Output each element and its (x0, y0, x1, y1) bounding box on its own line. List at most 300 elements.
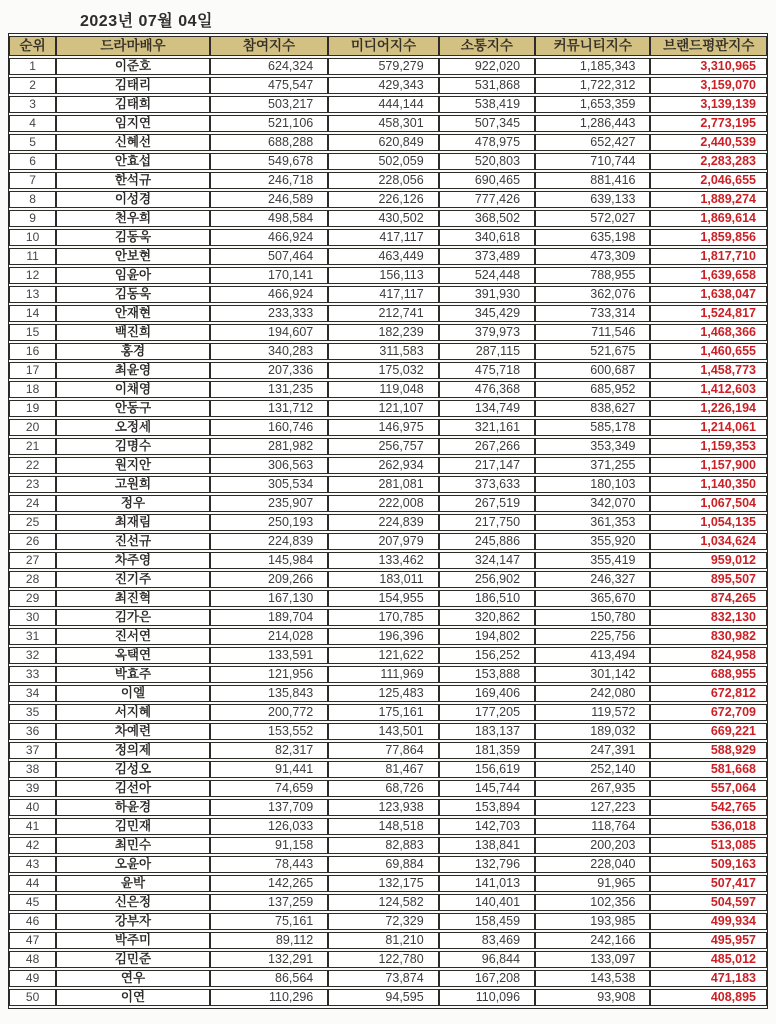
table-row (9, 514, 767, 531)
participation-index-cell: 281,982 (210, 438, 328, 455)
actor-name-cell: 안효섭 (56, 153, 210, 170)
table-row (9, 628, 767, 645)
header-community-index: 커뮤니티지수 (535, 36, 650, 56)
communication-index-cell: 373,489 (439, 248, 535, 265)
actor-name-cell: 정의제 (56, 742, 210, 759)
rank-cell: 21 (9, 438, 56, 455)
community-index-cell: 252,140 (535, 761, 650, 778)
media-index-cell: 183,011 (328, 571, 438, 588)
table-row (9, 438, 767, 455)
participation-index-cell: 340,283 (210, 343, 328, 360)
communication-index-cell: 158,459 (439, 913, 535, 930)
communication-index-cell: 153,894 (439, 799, 535, 816)
header-communication-index: 소통지수 (439, 36, 535, 56)
table-row (9, 571, 767, 588)
table-row (9, 552, 767, 569)
community-index-cell: 189,032 (535, 723, 650, 740)
actor-name-cell: 이채영 (56, 381, 210, 398)
actor-name-cell: 천우희 (56, 210, 210, 227)
rank-cell: 24 (9, 495, 56, 512)
actor-name-cell: 김민재 (56, 818, 210, 835)
communication-index-cell: 169,406 (439, 685, 535, 702)
table-row (9, 799, 767, 816)
brand-reputation-index-cell: 832,130 (650, 609, 767, 626)
table-row (9, 248, 767, 265)
table-row (9, 229, 767, 246)
table-row (9, 951, 767, 968)
actor-name-cell: 이준호 (56, 58, 210, 75)
actor-name-cell: 김선아 (56, 780, 210, 797)
actor-name-cell: 윤박 (56, 875, 210, 892)
table-row (9, 77, 767, 94)
communication-index-cell: 368,502 (439, 210, 535, 227)
brand-reputation-index-cell: 499,934 (650, 913, 767, 930)
community-index-cell: 733,314 (535, 305, 650, 322)
media-index-cell: 463,449 (328, 248, 438, 265)
header-row (9, 36, 767, 56)
brand-reputation-index-cell: 3,159,070 (650, 77, 767, 94)
participation-index-cell: 235,907 (210, 495, 328, 512)
communication-index-cell: 345,429 (439, 305, 535, 322)
community-index-cell: 143,538 (535, 970, 650, 987)
communication-index-cell: 156,619 (439, 761, 535, 778)
participation-index-cell: 142,265 (210, 875, 328, 892)
actor-name-cell: 최민수 (56, 837, 210, 854)
participation-index-cell: 167,130 (210, 590, 328, 607)
media-index-cell: 175,032 (328, 362, 438, 379)
header-rank: 순위 (9, 36, 56, 56)
header-drama-actor: 드라마배우 (56, 36, 210, 56)
rank-cell: 32 (9, 647, 56, 664)
participation-index-cell: 233,333 (210, 305, 328, 322)
communication-index-cell: 524,448 (439, 267, 535, 284)
community-index-cell: 838,627 (535, 400, 650, 417)
rank-cell: 11 (9, 248, 56, 265)
community-index-cell: 93,908 (535, 989, 650, 1006)
table-row (9, 381, 767, 398)
actor-name-cell: 강부자 (56, 913, 210, 930)
community-index-cell: 1,185,343 (535, 58, 650, 75)
actor-name-cell: 원지안 (56, 457, 210, 474)
rank-cell: 2 (9, 77, 56, 94)
rank-cell: 43 (9, 856, 56, 873)
community-index-cell: 247,391 (535, 742, 650, 759)
community-index-cell: 118,764 (535, 818, 650, 835)
media-index-cell: 81,467 (328, 761, 438, 778)
communication-index-cell: 83,469 (439, 932, 535, 949)
media-index-cell: 148,518 (328, 818, 438, 835)
rank-cell: 19 (9, 400, 56, 417)
communication-index-cell: 324,147 (439, 552, 535, 569)
communication-index-cell: 922,020 (439, 58, 535, 75)
actor-name-cell: 이연 (56, 989, 210, 1006)
communication-index-cell: 217,147 (439, 457, 535, 474)
communication-index-cell: 373,633 (439, 476, 535, 493)
table-row (9, 457, 767, 474)
media-index-cell: 226,126 (328, 191, 438, 208)
communication-index-cell: 340,618 (439, 229, 535, 246)
community-index-cell: 1,653,359 (535, 96, 650, 113)
actor-name-cell: 박효주 (56, 666, 210, 683)
community-index-cell: 119,572 (535, 704, 650, 721)
brand-reputation-index-cell: 1,889,274 (650, 191, 767, 208)
community-index-cell: 710,744 (535, 153, 650, 170)
actor-name-cell: 오정세 (56, 419, 210, 436)
rank-cell: 23 (9, 476, 56, 493)
media-index-cell: 417,117 (328, 229, 438, 246)
actor-name-cell: 진기주 (56, 571, 210, 588)
rank-cell: 41 (9, 818, 56, 835)
participation-index-cell: 153,552 (210, 723, 328, 740)
community-index-cell: 228,040 (535, 856, 650, 873)
community-index-cell: 652,427 (535, 134, 650, 151)
brand-reputation-index-cell: 1,859,856 (650, 229, 767, 246)
rank-cell: 50 (9, 989, 56, 1006)
participation-index-cell: 250,193 (210, 514, 328, 531)
brand-reputation-index-cell: 408,895 (650, 989, 767, 1006)
rank-cell: 6 (9, 153, 56, 170)
participation-index-cell: 78,443 (210, 856, 328, 873)
brand-reputation-ranking-table (8, 33, 768, 1009)
media-index-cell: 125,483 (328, 685, 438, 702)
table-row (9, 343, 767, 360)
brand-reputation-index-cell: 959,012 (650, 552, 767, 569)
communication-index-cell: 256,902 (439, 571, 535, 588)
brand-reputation-index-cell: 1,034,624 (650, 533, 767, 550)
community-index-cell: 267,935 (535, 780, 650, 797)
participation-index-cell: 145,984 (210, 552, 328, 569)
actor-name-cell: 박주미 (56, 932, 210, 949)
media-index-cell: 175,161 (328, 704, 438, 721)
brand-reputation-index-cell: 1,226,194 (650, 400, 767, 417)
rank-cell: 42 (9, 837, 56, 854)
rank-cell: 8 (9, 191, 56, 208)
brand-reputation-index-cell: 1,639,658 (650, 267, 767, 284)
table-row (9, 191, 767, 208)
media-index-cell: 228,056 (328, 172, 438, 189)
table-row (9, 495, 767, 512)
brand-reputation-index-cell: 3,139,139 (650, 96, 767, 113)
media-index-cell: 121,107 (328, 400, 438, 417)
actor-name-cell: 차주영 (56, 552, 210, 569)
actor-name-cell: 김태희 (56, 96, 210, 113)
participation-index-cell: 466,924 (210, 229, 328, 246)
media-index-cell: 119,048 (328, 381, 438, 398)
communication-index-cell: 142,703 (439, 818, 535, 835)
table-row (9, 419, 767, 436)
participation-index-cell: 160,746 (210, 419, 328, 436)
community-index-cell: 685,952 (535, 381, 650, 398)
communication-index-cell: 777,426 (439, 191, 535, 208)
rank-cell: 16 (9, 343, 56, 360)
participation-index-cell: 246,589 (210, 191, 328, 208)
brand-reputation-index-cell: 2,283,283 (650, 153, 767, 170)
actor-name-cell: 김성오 (56, 761, 210, 778)
brand-reputation-index-cell: 513,085 (650, 837, 767, 854)
rank-cell: 4 (9, 115, 56, 132)
actor-name-cell: 최재림 (56, 514, 210, 531)
table-row (9, 590, 767, 607)
rank-cell: 17 (9, 362, 56, 379)
media-index-cell: 579,279 (328, 58, 438, 75)
communication-index-cell: 287,115 (439, 343, 535, 360)
brand-reputation-index-cell: 509,163 (650, 856, 767, 873)
participation-index-cell: 126,033 (210, 818, 328, 835)
communication-index-cell: 475,718 (439, 362, 535, 379)
table-row (9, 267, 767, 284)
participation-index-cell: 305,534 (210, 476, 328, 493)
participation-index-cell: 503,217 (210, 96, 328, 113)
rank-cell: 18 (9, 381, 56, 398)
participation-index-cell: 91,158 (210, 837, 328, 854)
table-row (9, 666, 767, 683)
community-index-cell: 242,166 (535, 932, 650, 949)
brand-reputation-index-cell: 557,064 (650, 780, 767, 797)
brand-reputation-index-cell: 1,159,353 (650, 438, 767, 455)
table-row (9, 704, 767, 721)
communication-index-cell: 183,137 (439, 723, 535, 740)
header-media-index: 미디어지수 (328, 36, 438, 56)
community-index-cell: 361,353 (535, 514, 650, 531)
participation-index-cell: 209,266 (210, 571, 328, 588)
table-row (9, 210, 767, 227)
media-index-cell: 94,595 (328, 989, 438, 1006)
community-index-cell: 600,687 (535, 362, 650, 379)
participation-index-cell: 207,336 (210, 362, 328, 379)
participation-index-cell: 214,028 (210, 628, 328, 645)
rank-cell: 46 (9, 913, 56, 930)
media-index-cell: 182,239 (328, 324, 438, 341)
actor-name-cell: 홍경 (56, 343, 210, 360)
participation-index-cell: 86,564 (210, 970, 328, 987)
media-index-cell: 81,210 (328, 932, 438, 949)
media-index-cell: 143,501 (328, 723, 438, 740)
media-index-cell: 123,938 (328, 799, 438, 816)
participation-index-cell: 121,956 (210, 666, 328, 683)
media-index-cell: 458,301 (328, 115, 438, 132)
table-row (9, 96, 767, 113)
brand-reputation-index-cell: 1,140,350 (650, 476, 767, 493)
table-row (9, 305, 767, 322)
communication-index-cell: 153,888 (439, 666, 535, 683)
rank-cell: 14 (9, 305, 56, 322)
brand-reputation-index-cell: 688,955 (650, 666, 767, 683)
participation-index-cell: 132,291 (210, 951, 328, 968)
rank-cell: 3 (9, 96, 56, 113)
actor-name-cell: 김동욱 (56, 286, 210, 303)
participation-index-cell: 89,112 (210, 932, 328, 949)
actor-name-cell: 백진희 (56, 324, 210, 341)
actor-name-cell: 김가은 (56, 609, 210, 626)
community-index-cell: 301,142 (535, 666, 650, 683)
media-index-cell: 212,741 (328, 305, 438, 322)
community-index-cell: 413,494 (535, 647, 650, 664)
communication-index-cell: 245,886 (439, 533, 535, 550)
table-row (9, 172, 767, 189)
rank-cell: 31 (9, 628, 56, 645)
media-index-cell: 620,849 (328, 134, 438, 151)
actor-name-cell: 오윤아 (56, 856, 210, 873)
actor-name-cell: 안재현 (56, 305, 210, 322)
communication-index-cell: 531,868 (439, 77, 535, 94)
media-index-cell: 224,839 (328, 514, 438, 531)
brand-reputation-index-cell: 895,507 (650, 571, 767, 588)
rank-cell: 7 (9, 172, 56, 189)
media-index-cell: 121,622 (328, 647, 438, 664)
community-index-cell: 180,103 (535, 476, 650, 493)
actor-name-cell: 옥택연 (56, 647, 210, 664)
communication-index-cell: 96,844 (439, 951, 535, 968)
rank-cell: 30 (9, 609, 56, 626)
rank-cell: 39 (9, 780, 56, 797)
rank-cell: 10 (9, 229, 56, 246)
table-row (9, 932, 767, 949)
participation-index-cell: 189,704 (210, 609, 328, 626)
media-index-cell: 222,008 (328, 495, 438, 512)
participation-index-cell: 507,464 (210, 248, 328, 265)
media-index-cell: 430,502 (328, 210, 438, 227)
actor-name-cell: 한석규 (56, 172, 210, 189)
rank-cell: 44 (9, 875, 56, 892)
participation-index-cell: 549,678 (210, 153, 328, 170)
rank-cell: 45 (9, 894, 56, 911)
table-row (9, 723, 767, 740)
community-index-cell: 1,722,312 (535, 77, 650, 94)
participation-index-cell: 135,843 (210, 685, 328, 702)
brand-reputation-index-cell: 471,183 (650, 970, 767, 987)
brand-reputation-index-cell: 542,765 (650, 799, 767, 816)
table-row (9, 837, 767, 854)
media-index-cell: 77,864 (328, 742, 438, 759)
actor-name-cell: 정우 (56, 495, 210, 512)
participation-index-cell: 306,563 (210, 457, 328, 474)
actor-name-cell: 김명수 (56, 438, 210, 455)
media-index-cell: 170,785 (328, 609, 438, 626)
community-index-cell: 150,780 (535, 609, 650, 626)
communication-index-cell: 145,744 (439, 780, 535, 797)
community-index-cell: 342,070 (535, 495, 650, 512)
media-index-cell: 256,757 (328, 438, 438, 455)
table-row (9, 324, 767, 341)
communication-index-cell: 690,465 (439, 172, 535, 189)
table-header (9, 36, 767, 56)
date-label: 2023년 07월 04일 (80, 13, 213, 30)
community-index-cell: 193,985 (535, 913, 650, 930)
rank-cell: 27 (9, 552, 56, 569)
media-index-cell: 73,874 (328, 970, 438, 987)
media-index-cell: 156,113 (328, 267, 438, 284)
header-brand-reputation-index: 브랜드평판지수 (650, 36, 767, 56)
rank-cell: 38 (9, 761, 56, 778)
rank-cell: 47 (9, 932, 56, 949)
rank-cell: 35 (9, 704, 56, 721)
rank-cell: 12 (9, 267, 56, 284)
brand-reputation-index-cell: 1,067,504 (650, 495, 767, 512)
community-index-cell: 225,756 (535, 628, 650, 645)
communication-index-cell: 186,510 (439, 590, 535, 607)
media-index-cell: 124,582 (328, 894, 438, 911)
media-index-cell: 132,175 (328, 875, 438, 892)
brand-reputation-index-cell: 1,524,817 (650, 305, 767, 322)
community-index-cell: 639,133 (535, 191, 650, 208)
brand-reputation-index-cell: 2,046,655 (650, 172, 767, 189)
rank-cell: 33 (9, 666, 56, 683)
table-row (9, 533, 767, 550)
rank-cell: 40 (9, 799, 56, 816)
header-participation-index: 참여지수 (210, 36, 328, 56)
rank-cell: 25 (9, 514, 56, 531)
media-index-cell: 196,396 (328, 628, 438, 645)
community-index-cell: 133,097 (535, 951, 650, 968)
rank-cell: 1 (9, 58, 56, 75)
rank-cell: 36 (9, 723, 56, 740)
brand-reputation-index-cell: 495,957 (650, 932, 767, 949)
communication-index-cell: 177,205 (439, 704, 535, 721)
table-row (9, 134, 767, 151)
table-row (9, 400, 767, 417)
rank-cell: 34 (9, 685, 56, 702)
community-index-cell: 353,349 (535, 438, 650, 455)
actor-name-cell: 진서연 (56, 628, 210, 645)
actor-name-cell: 차예련 (56, 723, 210, 740)
media-index-cell: 429,343 (328, 77, 438, 94)
communication-index-cell: 138,841 (439, 837, 535, 854)
communication-index-cell: 217,750 (439, 514, 535, 531)
participation-index-cell: 133,591 (210, 647, 328, 664)
participation-index-cell: 137,259 (210, 894, 328, 911)
actor-name-cell: 최윤영 (56, 362, 210, 379)
communication-index-cell: 476,368 (439, 381, 535, 398)
community-index-cell: 355,920 (535, 533, 650, 550)
brand-reputation-index-cell: 1,468,366 (650, 324, 767, 341)
communication-index-cell: 132,796 (439, 856, 535, 873)
brand-reputation-index-cell: 536,018 (650, 818, 767, 835)
communication-index-cell: 391,930 (439, 286, 535, 303)
participation-index-cell: 194,607 (210, 324, 328, 341)
brand-reputation-index-cell: 1,214,061 (650, 419, 767, 436)
table-row (9, 818, 767, 835)
rank-cell: 9 (9, 210, 56, 227)
table-row (9, 476, 767, 493)
community-index-cell: 362,076 (535, 286, 650, 303)
actor-name-cell: 신은정 (56, 894, 210, 911)
media-index-cell: 111,969 (328, 666, 438, 683)
actor-name-cell: 김동욱 (56, 229, 210, 246)
community-index-cell: 572,027 (535, 210, 650, 227)
media-index-cell: 502,059 (328, 153, 438, 170)
communication-index-cell: 379,973 (439, 324, 535, 341)
media-index-cell: 444,144 (328, 96, 438, 113)
table-row (9, 970, 767, 987)
community-index-cell: 91,965 (535, 875, 650, 892)
community-index-cell: 200,203 (535, 837, 650, 854)
brand-reputation-index-cell: 485,012 (650, 951, 767, 968)
communication-index-cell: 321,161 (439, 419, 535, 436)
brand-reputation-index-cell: 1,458,773 (650, 362, 767, 379)
communication-index-cell: 110,096 (439, 989, 535, 1006)
table-row (9, 856, 767, 873)
communication-index-cell: 181,359 (439, 742, 535, 759)
community-index-cell: 711,546 (535, 324, 650, 341)
table-row (9, 875, 767, 892)
communication-index-cell: 478,975 (439, 134, 535, 151)
rank-cell: 49 (9, 970, 56, 987)
communication-index-cell: 167,208 (439, 970, 535, 987)
communication-index-cell: 538,419 (439, 96, 535, 113)
media-index-cell: 133,462 (328, 552, 438, 569)
actor-name-cell: 최진혁 (56, 590, 210, 607)
community-index-cell: 102,356 (535, 894, 650, 911)
